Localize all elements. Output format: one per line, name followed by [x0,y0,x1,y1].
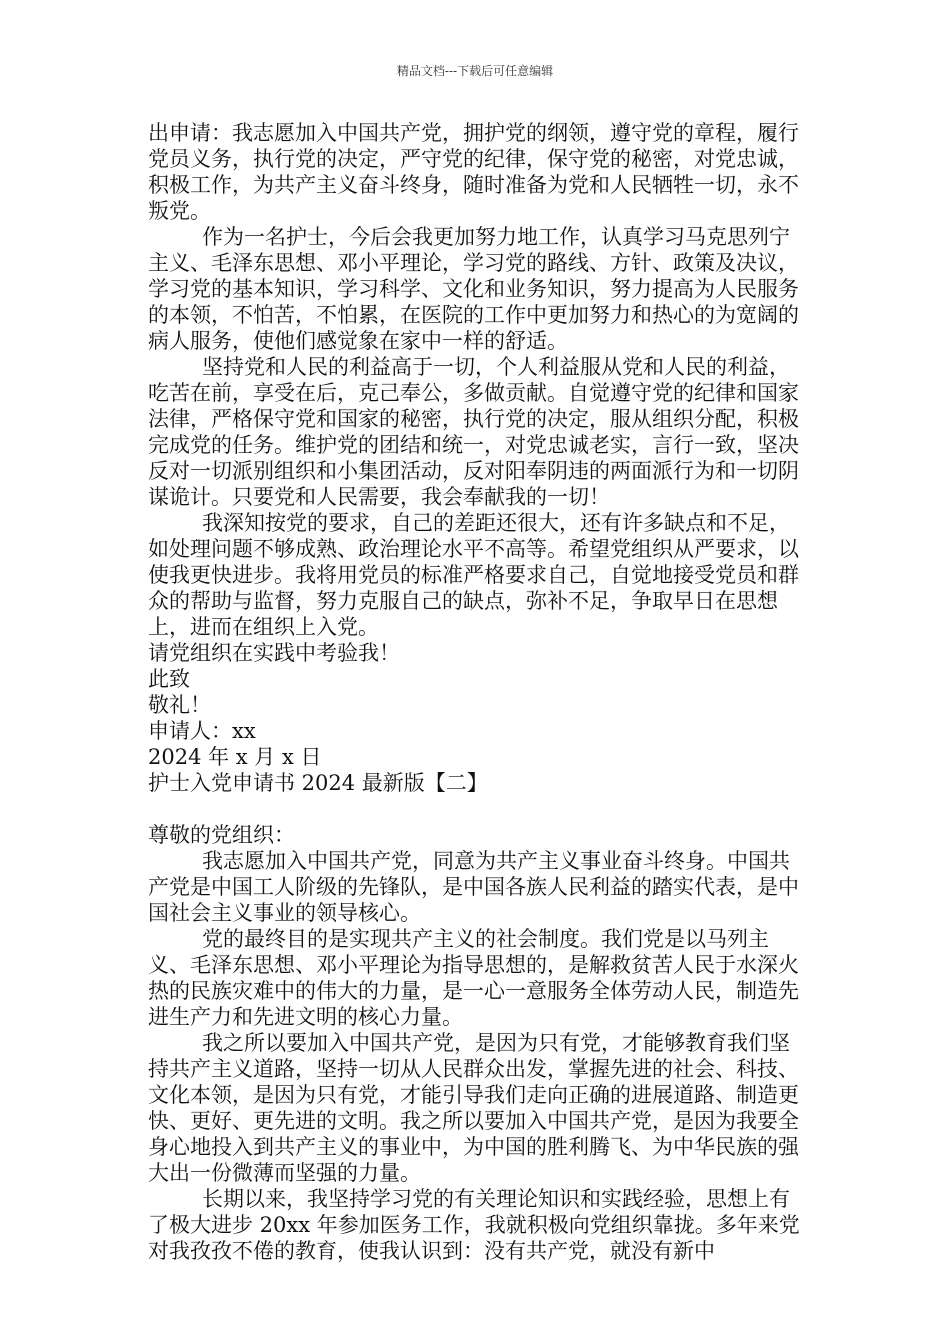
paragraph-6: 党的最终目的是实现共产主义的社会制度。我们党是以马列主义、毛泽东思想、邓小平理论为指导思想的，是解救贫苦人民于水深火热的民族灾难中的伟大的力量，是一心一意服务全体劳动人民，制造先进生产力和先进文明的核心力量。 [148,927,799,1029]
request-line: 请党组织在实践中考验我！ [148,641,400,665]
paragraph-7: 我之所以要加入中国共产党，是因为只有党，才能够教育我们坚持共产主义道路，坚持一切从人民群众出发，掌握先进的社会、科技、文化本领，是因为只有党，才能引导我们走向正确的进展道路、制造更快、更好、更先进的文明。我之所以要加入中国共产党，是因为我要全身心地投入到共产主义的事业中，为中国的胜利腾飞、为中华民族的强大出一份微薄而坚强的力量。 [148,1031,799,1185]
paragraph-5: 我志愿加入中国共产党，同意为共产主义事业奋斗终身。中国共产党是中国工人阶级的先锋队，是中国各族人民利益的踏实代表，是中国社会主义事业的领导核心。 [148,849,799,925]
closing-cizhi: 此致 [148,667,190,691]
paragraph-8: 长期以来，我坚持学习党的有关理论知识和实践经验，思想上有了极大进步 20xx 年参加医务工作，我就积极向党组织靠拢。多年来党对我孜孜不倦的教育，使我认识到：没有共产党，就没有新中 [148,1187,800,1263]
paragraph-3: 坚持党和人民的利益高于一切，个人利益服从党和人民的利益，吃苦在前，享受在后，克己奉公，多做贡献。自觉遵守党的纪律和国家法律，严格保守党和国家的秘密，执行党的决定，服从组织分配，积极完成党的任务。维护党的团结和统一，对党忠诚老实，言行一致，坚决反对一切派别组织和小集团活动，反对阳奉阴违的两面派行为和一切阴谋诡计。只要党和人民需要，我会奉献我的一切！ [148,355,799,509]
document-body [148,120,808,1264]
closing-jingli: 敬礼！ [148,693,211,717]
applicant-line: 申请人：xx [148,719,256,743]
paragraph-2: 作为一名护士，今后会我更加努力地工作，认真学习马克思列宁主义、毛泽东思想、邓小平理论，学习党的路线、方针、政策及决议，学习党的基本知识，学习科学、文化和业务知识，努力提高为人民服务的本领，不怕苦，不怕累，在医院的工作中更加努力和热心的为宽阔的病人服务，使他们感觉象在家中一样的舒适。 [148,225,799,353]
blank-line [148,796,808,822]
section-title: 护士入党申请书 2024 最新版【二】 [148,771,488,795]
page-header: 精品文档---下载后可任意编辑 [396,64,554,78]
date-line: 2024 年 x 月 x 日 [148,745,322,769]
paragraph-4: 我深知按党的要求，自己的差距还很大，还有许多缺点和不足，如处理问题不够成熟、政治理论水平不高等。希望党组织从严要求，以使我更快进步。我将用党员的标准严格要求自己，自觉地接受党员和群众的帮助与监督，努力克服自己的缺点，弥补不足，争取早日在思想上，进而在组织上入党。 [148,511,799,639]
paragraph-1: 出申请：我志愿加入中国共产党，拥护党的纲领，遵守党的章程，履行党员义务，执行党的决定，严守党的纪律，保守党的秘密，对党忠诚，积极工作，为共产主义奋斗终身，随时准备为党和人民牺牲一切，永不叛党。 [148,121,799,223]
salutation: 尊敬的党组织： [148,823,295,847]
